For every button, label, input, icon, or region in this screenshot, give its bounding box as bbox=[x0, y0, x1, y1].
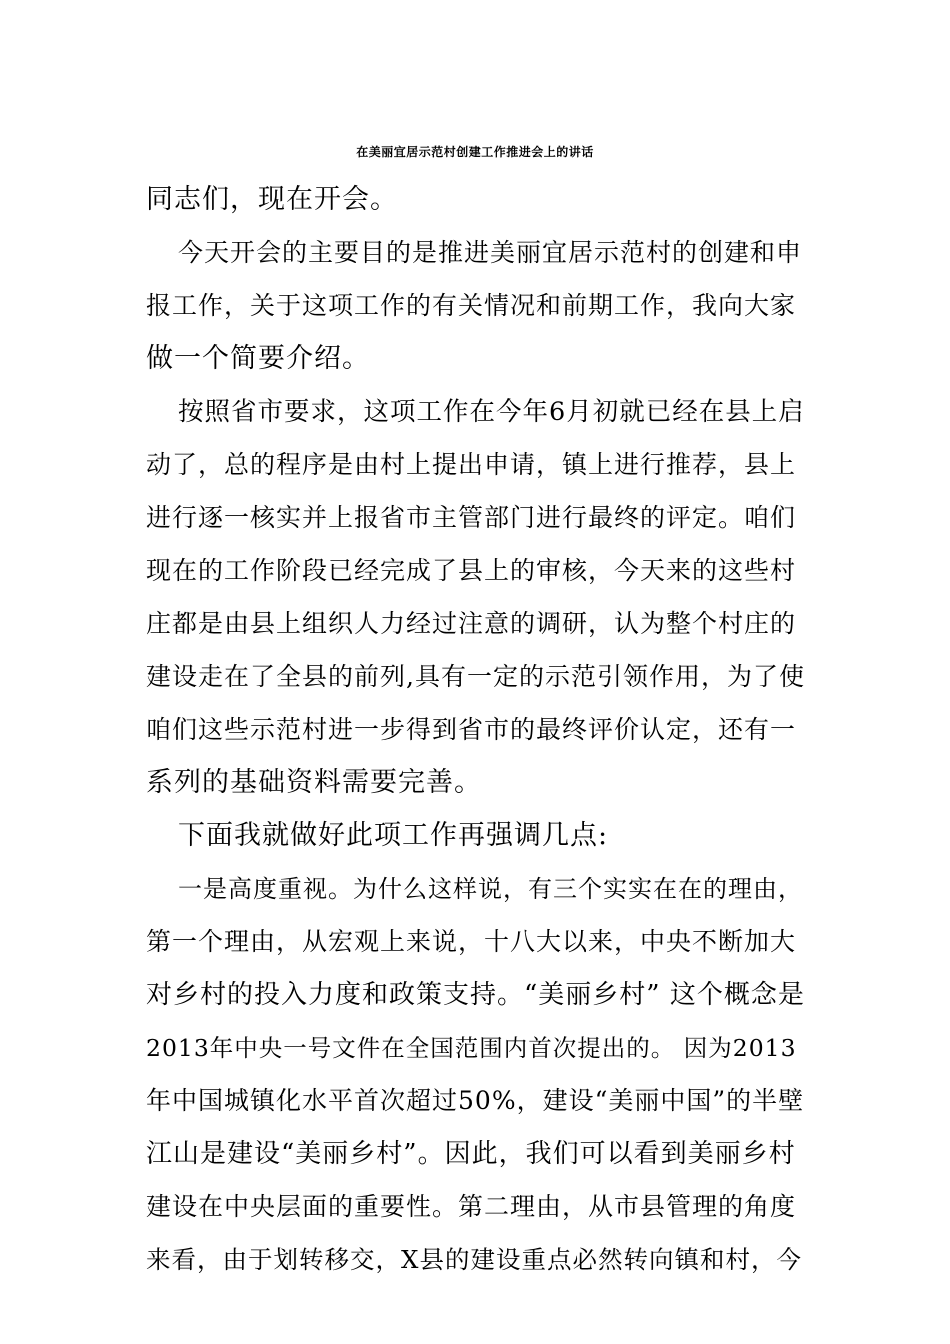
text-line: 第一个理由，从宏观上来说，十八大以来，中央不断加大 bbox=[146, 927, 797, 956]
text-line: 来看，由于划转移交，X县的建设重点必然转向镇和村，今 bbox=[146, 1245, 802, 1274]
text-line: 建设走在了全县的前列,具有一定的示范引领作用，为了使 bbox=[146, 662, 805, 691]
text-line: 系列的基础资料需要完善。 bbox=[146, 767, 482, 798]
text-line: 进行逐一核实并上报省市主管部门进行最终的评定。咱们 bbox=[146, 503, 797, 532]
text-line: 动了，总的程序是由村上提出申请，镇上进行推荐，县上 bbox=[146, 450, 797, 479]
text-line: 2013年中央一号文件在全国范围内首次提出的。 因为2013 bbox=[146, 1034, 797, 1062]
text-line: 咱们这些示范村进一步得到省市的最终评价认定，还有一 bbox=[146, 715, 797, 744]
text-line: 建设在中央层面的重要性。第二理由，从市县管理的角度 bbox=[146, 1192, 797, 1221]
text-line: 年中国城镇化水平首次超过50%，建设“美丽中国”的半壁 bbox=[146, 1086, 805, 1115]
text-line: 江山是建设“美丽乡村”。因此，我们可以看到美丽乡村 bbox=[146, 1139, 796, 1169]
text-line-greeting: 同志们，现在开会。 bbox=[146, 184, 398, 215]
text-line: 对乡村的投入力度和政策支持。“美丽乡村” 这个概念是 bbox=[146, 980, 805, 1010]
text-line: 按照省市要求，这项工作在今年6月初就已经在县上启 bbox=[178, 397, 805, 427]
text-line: 现在的工作阶段已经完成了县上的审核，今天来的这些村 bbox=[146, 556, 797, 585]
text-line: 一是高度重视。为什么这样说，有三个实实在在的理由， bbox=[178, 875, 803, 903]
document-title: 在美丽宜居示范村创建工作推进会上的讲话 bbox=[356, 145, 594, 159]
text-line: 报工作，关于这项工作的有关情况和前期工作，我向大家 bbox=[146, 291, 797, 320]
text-line: 下面我就做好此项工作再强调几点: bbox=[178, 820, 609, 851]
text-line: 庄都是由县上组织人力经过注意的调研，认为整个村庄的 bbox=[146, 609, 797, 638]
text-line: 做一个简要介绍。 bbox=[146, 343, 370, 374]
text-line: 今天开会的主要目的是推进美丽宜居示范村的创建和申 bbox=[178, 238, 803, 267]
